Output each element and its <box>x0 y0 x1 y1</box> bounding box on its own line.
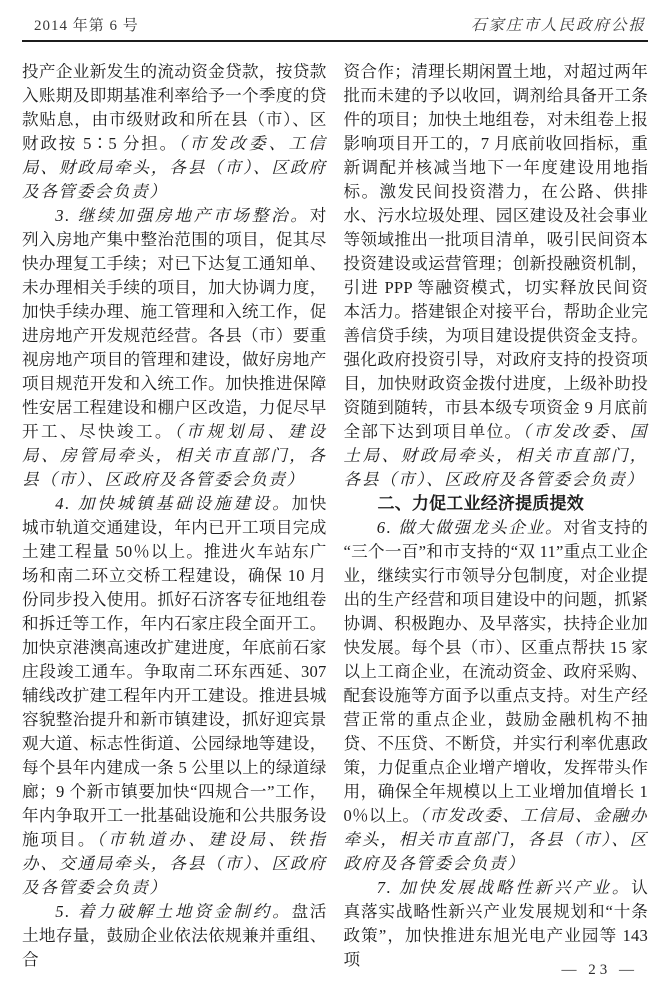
body-text-segment: 认真落实战略性新兴产业发展规划和“十条政策”，加快推进东旭光电产业园等 143 项 <box>343 878 648 969</box>
kaiti-text-segment: 3. 继续加强房地产市场整治。 <box>55 206 310 225</box>
paragraph <box>344 60 649 492</box>
document-body <box>0 42 670 972</box>
paragraph <box>344 516 649 876</box>
body-text-segment: 对列入房地产集中整治范围的项目，促其尽快办理复工手续；对已下达复工通知单、未办理相关手续的项目，加大协调力度，加快手续办理、施工管理和入统工作，促进房地产开发规范经营。各县（市）要重视房地产项目的管理和建设，做好房地产项目规范开发和入统工作。加快推进保障性安居工程建设和棚户区改造，力促尽早开工、尽快竣工。 <box>22 206 327 441</box>
paragraph <box>22 60 327 204</box>
section-heading <box>344 492 649 516</box>
kaiti-text-segment: 5. 着力破解土地资金制约。 <box>55 902 292 921</box>
kaiti-text-segment: （市发改委、国土局、财政局牵头，相关市直部门，各县（市）、区政府及各管委会负责） <box>343 422 648 489</box>
kaiti-text-segment: 7. 加快发展战略性新兴产业。 <box>376 878 632 897</box>
kaiti-text-segment: （市发改委、工信局、金融办牵头，相关市直部门，各县（市）、区政府及各管委会负责） <box>343 806 649 873</box>
body-text-segment: 资合作；清理长期闲置土地，对超过两年批而未建的予以收回，调剂给具备开工条件的项目；加快土地组卷，对未组卷上报影响项目开工的，7 月底前收回指标，重新调配并核减当地下一年度建设用地指标。激发民间投资潜力，在公路、供排水、污水垃圾处理、园区建设及社会事业等领域推出一批项目清单，吸引民间资本投资建设或运营管理；创新投融资机制，引进 PPP 等融资模式，切实释放民间资本活力。搭建银企对接平台，帮助企业完善信贷手续，为项目建设提供资金支持。强化政府投资引导，对政府支持的投资项目，加快财政资金拨付进度，上级补助投资随到随转，市县本级专项资金 9 月底前全部下达到项目单位。 <box>343 62 648 441</box>
body-text-segment: 二、力促工业经济提质提效 <box>377 494 584 513</box>
kaiti-text-segment: 4. 加快城镇基础设施建设。 <box>55 494 292 513</box>
kaiti-text-segment: （市轨道办、建设局、铁指办、交通局牵头，各县（市）、区政府及各管委会负责） <box>22 830 327 897</box>
paragraph <box>344 876 649 972</box>
publication-title: 石家庄市人民政府公报 <box>470 17 646 34</box>
kaiti-text-segment: （市发改委、工信局、财政局牵头，各县（市）、区政府及各管委会负责） <box>22 134 327 201</box>
page-number: — 23 — <box>561 962 638 978</box>
body-text-segment: 对省支持的“三个一百”和市支持的“双 11”重点工业企业，继续实行市领导分包制度，对企业提出的生产经营和项目建设中的问题，抓紧协调、积极跑办、及早落实，扶持企业加快发展。每个县（市）、区重点帮扶 15 家以上工商企业，在流动资金、政府采购、配套设施等方面予以重点支持。对生产经营正常的重点企业，鼓励金融机构不抽贷、不压贷、不断贷，并实行利率优惠政策，力促重点企业增产增收，发挥带头作用，确保全年规模以上工业增加值增长 10％以上。 <box>343 518 649 825</box>
issue-number: 2014 年第 6 号 <box>34 18 139 34</box>
left-column <box>22 60 327 972</box>
body-text-segment: 加快城市轨道交通建设，年内已开工项目完成土建工程量 50％以上。推进火车站东广场和南二环立交桥工程建设，确保 10 月份同步投入使用。抓好石济客专征地组卷和拆迁等工作，年内石家庄段全面开工。加快京港澳高速改扩建进度，年底前石家庄段竣工通车。争取南二环东西延、307 辅线改扩建工程年内开工建设。推进县城容貌整治提升和新市镇建设，抓好迎宾景观大道、标志性街道、公园绿地等建设，每个县年内建成一条 5 公里以上的绿道绿廊；9 个新市镇要加快“四规合一”工作，年内争取开工一批基础设施和公共服务设施项目。 <box>22 494 327 849</box>
body-text-segment: 盘活土地存量，鼓励企业依法依规兼并重组、合 <box>22 902 327 969</box>
right-column <box>344 60 649 972</box>
page-header <box>0 0 670 40</box>
paragraph <box>22 204 327 492</box>
paragraph <box>22 492 327 900</box>
paragraph <box>22 900 327 972</box>
kaiti-text-segment: （市规划局、建设局、房管局牵头，相关市直部门，各县（市）、区政府及各管委会负责） <box>22 422 327 489</box>
kaiti-text-segment: 6. 做大做强龙头企业。 <box>376 518 564 537</box>
page-footer <box>562 962 639 979</box>
body-text-segment: 投产企业新发生的流动资金贷款，按贷款入账期及即期基准利率给予一个季度的贷款贴息，由市级财政和所在县（市）、区财政按 5∶5 分担。 <box>22 62 327 153</box>
